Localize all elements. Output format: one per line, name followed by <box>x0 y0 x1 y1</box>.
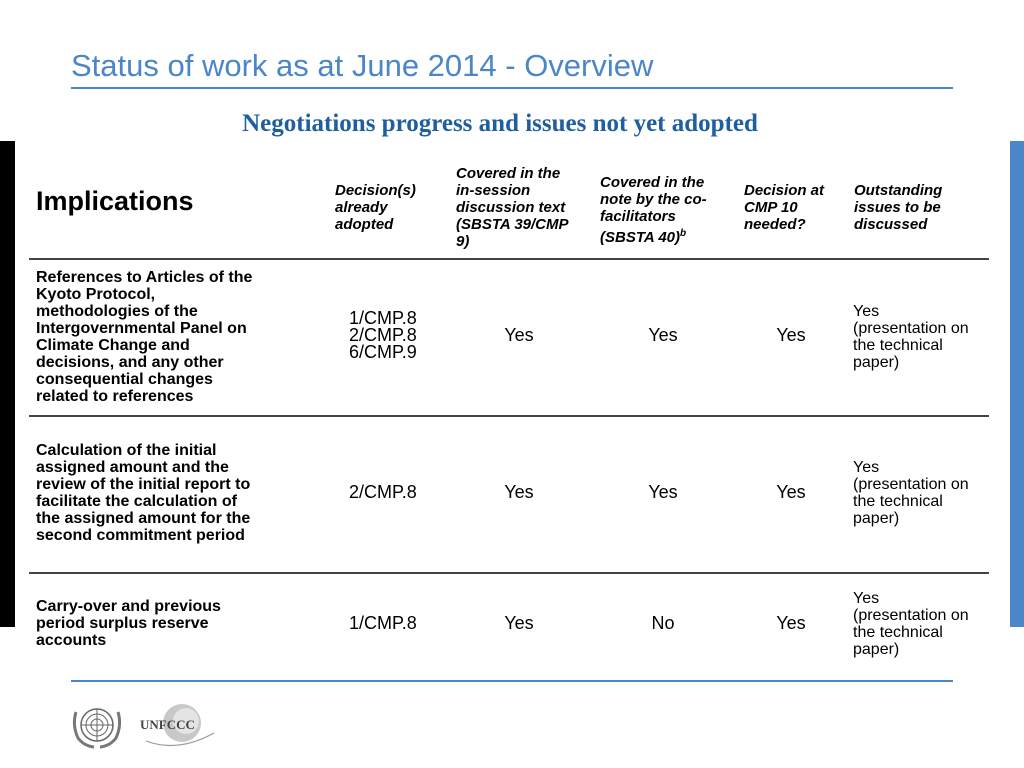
label-line: Climate Change and <box>36 337 190 354</box>
row-3-outstanding <box>853 590 983 658</box>
label-line: Calculation of the initial <box>36 442 217 459</box>
outstanding-line: (presentation on <box>853 607 969 624</box>
row-1-outstanding <box>853 303 983 371</box>
header-line: issues to be <box>854 199 941 216</box>
row-2-decisions <box>349 484 417 501</box>
label-line: period surplus reserve <box>36 615 209 632</box>
header-line: note by the co- <box>600 191 707 208</box>
footnote-marker: b <box>680 228 687 239</box>
label-line: Kyoto Protocol, <box>36 286 156 303</box>
outstanding-line: the technical <box>853 493 943 510</box>
row-2-label <box>36 442 276 544</box>
header-line: 9) <box>456 233 470 250</box>
row-1-decision-cmp10: Yes <box>776 325 806 345</box>
decision-line: 1/CMP.8 <box>349 308 417 328</box>
header-line: Decision(s) <box>335 182 416 199</box>
label-line: Carry-over and previous <box>36 598 221 615</box>
header-in-session-text <box>456 165 569 250</box>
label-line: consequential changes <box>36 371 213 388</box>
row-2-outstanding <box>853 459 983 527</box>
label-line: Intergovernmental Panel on <box>36 320 247 337</box>
row-1-decisions <box>349 310 417 361</box>
header-co-facilitators-note <box>600 174 707 246</box>
header-line: Covered in the <box>600 174 705 191</box>
outstanding-line: paper) <box>853 510 900 527</box>
outstanding-line: Yes <box>853 303 880 320</box>
header-line: discussed <box>854 216 928 233</box>
row-divider <box>29 415 989 417</box>
header-line: facilitators <box>600 208 676 225</box>
row-3-decisions <box>349 615 417 632</box>
label-line: References to Articles of the <box>36 269 253 286</box>
outstanding-line: (presentation on <box>853 320 969 337</box>
label-line: related to references <box>36 388 194 405</box>
outstanding-line: (presentation on <box>853 476 969 493</box>
header-line <box>600 225 707 246</box>
title-underline <box>71 87 953 89</box>
outstanding-line: Yes <box>853 590 880 607</box>
header-outstanding-issues <box>854 182 942 233</box>
decision-line: 1/CMP.8 <box>349 613 417 633</box>
header-decisions-adopted <box>335 182 416 233</box>
row-3-label <box>36 598 276 649</box>
row-2-in-session: Yes <box>504 482 534 502</box>
header-implications: Implications <box>36 186 194 216</box>
row-3-in-session: Yes <box>504 613 534 633</box>
row-1-label <box>36 269 276 405</box>
header-line: (SBSTA 39/CMP <box>456 216 569 233</box>
label-line: methodologies of the <box>36 303 198 320</box>
outstanding-line: paper) <box>853 641 900 658</box>
decision-line: 6/CMP.9 <box>349 342 417 362</box>
un-emblem-icon <box>70 700 124 750</box>
label-line: decisions, and any other <box>36 354 224 371</box>
outstanding-line: Yes <box>853 459 880 476</box>
header-line: needed? <box>744 216 806 233</box>
row-2-co-facilitators: Yes <box>648 482 678 502</box>
label-line: accounts <box>36 632 107 649</box>
label-line: facilitate the calculation of <box>36 493 237 510</box>
label-line: assigned amount and the <box>36 459 229 476</box>
label-line: the assigned amount for the <box>36 510 251 527</box>
header-decision-cmp10 <box>744 182 824 233</box>
header-line: CMP 10 <box>744 199 798 216</box>
row-3-co-facilitators: No <box>651 613 675 633</box>
label-line: second commitment period <box>36 527 245 544</box>
row-2-decision-cmp10: Yes <box>776 482 806 502</box>
header-line: in-session <box>456 182 531 199</box>
header-line: already <box>335 199 388 216</box>
decision-line: 2/CMP.8 <box>349 325 417 345</box>
header-line: adopted <box>335 216 394 233</box>
row-1-in-session: Yes <box>504 325 534 345</box>
row-1-co-facilitators: Yes <box>648 325 678 345</box>
left-accent-bar <box>0 141 15 627</box>
right-accent-bar <box>1010 141 1024 627</box>
outstanding-line: the technical <box>853 337 943 354</box>
decision-line: 2/CMP.8 <box>349 482 417 502</box>
footer-rule <box>71 680 953 682</box>
label-line: review of the initial report to <box>36 476 251 493</box>
header-line-text: (SBSTA 40) <box>600 229 681 246</box>
header-line: discussion text <box>456 199 566 216</box>
row-divider <box>29 572 989 574</box>
outstanding-line: the technical <box>853 624 943 641</box>
header-divider <box>29 258 989 260</box>
row-3-decision-cmp10: Yes <box>776 613 806 633</box>
page-title: Status of work as at June 2014 - Overview <box>71 48 654 83</box>
unfccc-logo-text: UNFCCC <box>140 717 195 732</box>
page-subtitle: Negotiations progress and issues not yet adopted <box>242 110 758 137</box>
header-line: Outstanding <box>854 182 943 199</box>
unfccc-logo-icon <box>138 699 218 751</box>
outstanding-line: paper) <box>853 354 900 371</box>
header-line: Decision at <box>744 182 825 199</box>
header-line: Covered in the <box>456 165 561 182</box>
